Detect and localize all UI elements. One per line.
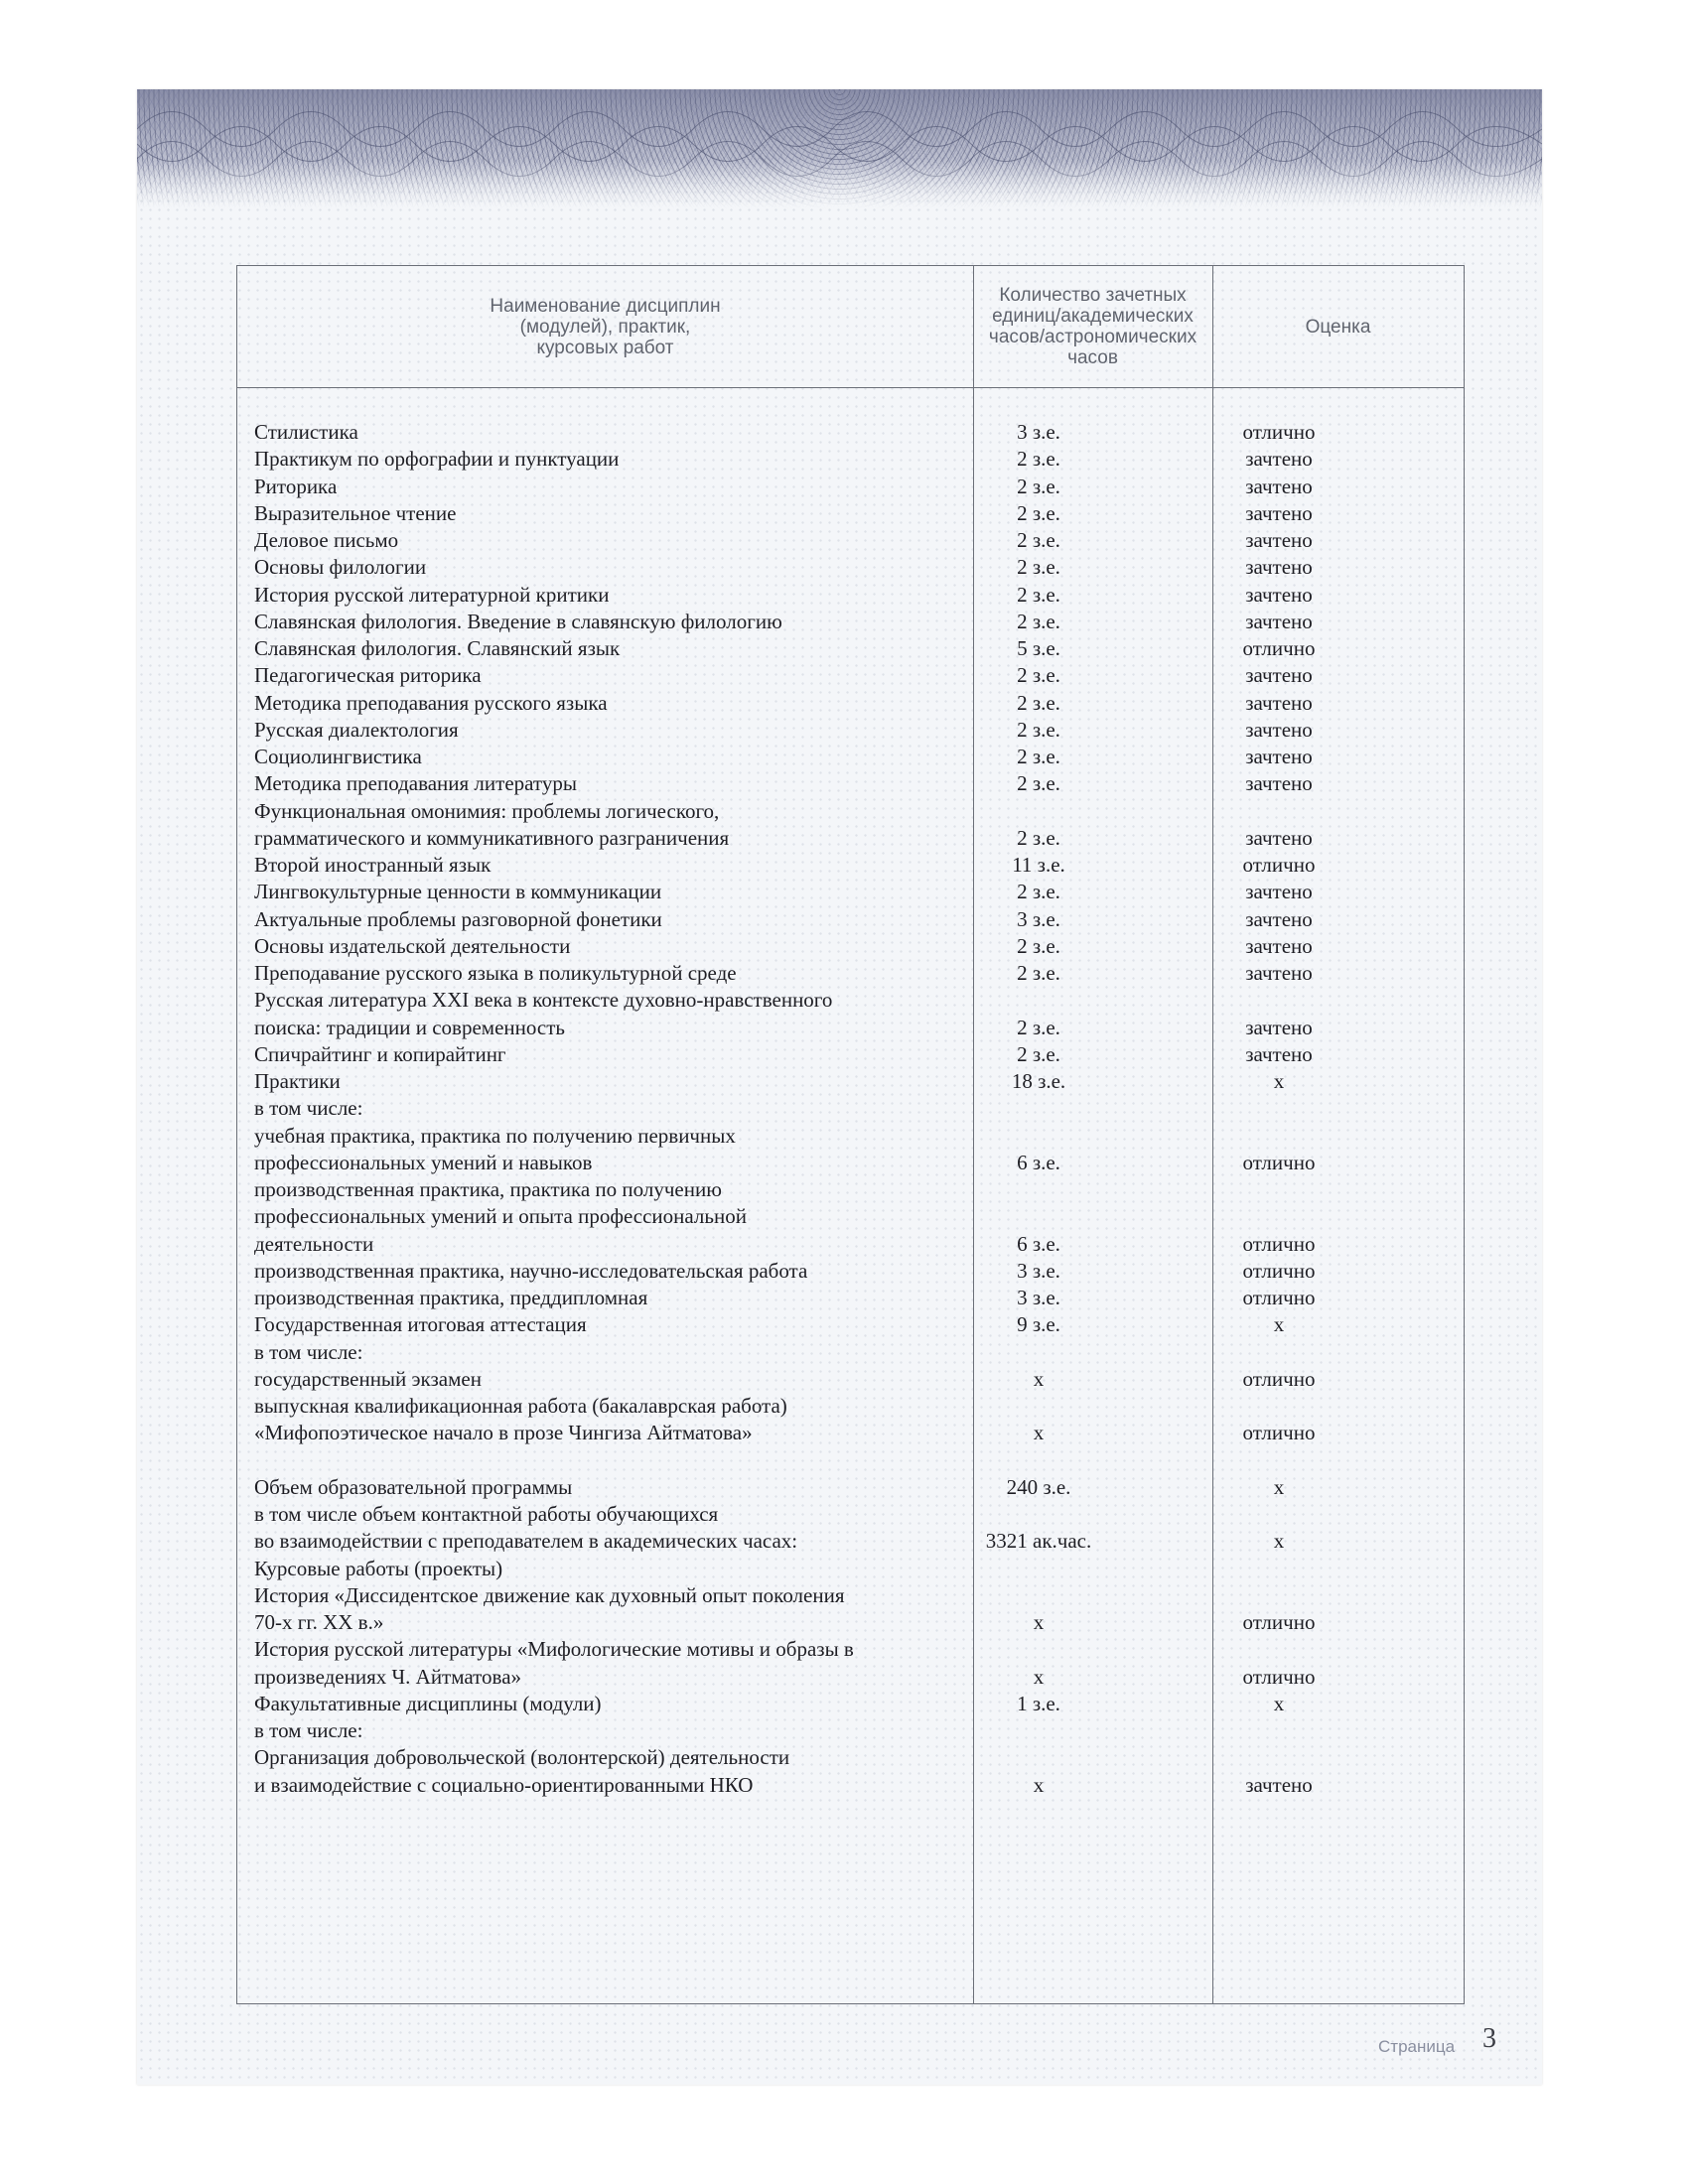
table-row xyxy=(137,1475,1542,1501)
table-row xyxy=(137,1773,1542,1799)
credit-units: 2 з.е. xyxy=(1017,663,1060,688)
table-row xyxy=(137,1610,1542,1636)
header-grade: Оценка xyxy=(1305,316,1371,338)
discipline-name: профессиональных умений и опыта профессиональной xyxy=(254,1204,747,1229)
table-row xyxy=(137,1692,1542,1717)
discipline-name: Практики xyxy=(254,1069,341,1093)
credit-units: 3 з.е. xyxy=(1017,906,1060,931)
credit-units: 2 з.е. xyxy=(1017,690,1060,715)
discipline-name: произведениях Ч. Айтматова» xyxy=(254,1664,522,1689)
discipline-name: производственная практика, научно-исследовательская работа xyxy=(254,1258,808,1283)
credit-units: 2 з.е. xyxy=(1017,528,1060,552)
table-row xyxy=(137,528,1542,554)
table-row xyxy=(137,718,1542,744)
discipline-name: и взаимодействие с социально-ориентированными НКО xyxy=(254,1772,754,1797)
table-row xyxy=(137,1259,1542,1285)
table-row xyxy=(137,799,1542,825)
discipline-name: в том числе объем контактной работы обучающихся xyxy=(254,1502,719,1526)
table-row xyxy=(137,988,1542,1014)
credit-units: 3321 ак.час. xyxy=(985,1529,1092,1554)
table-row xyxy=(137,1745,1542,1771)
table-row xyxy=(137,771,1542,797)
discipline-name: государственный экзамен xyxy=(254,1366,482,1391)
grade-value: зачтено xyxy=(1245,1015,1313,1039)
discipline-name: «Мифопоэтическое начало в прозе Чингиза Айтматова» xyxy=(254,1421,753,1445)
discipline-name: производственная практика, практика по получению xyxy=(254,1177,722,1201)
discipline-name: Основы издательской деятельности xyxy=(254,933,571,958)
table-row xyxy=(137,420,1542,446)
table-row xyxy=(137,1502,1542,1528)
grade-value: отлично xyxy=(1242,1366,1316,1391)
discipline-name: Лингвокультурные ценности в коммуникации xyxy=(254,880,662,904)
discipline-name: профессиональных умений и навыков xyxy=(254,1150,593,1174)
table-row xyxy=(137,1177,1542,1203)
table-row xyxy=(137,1637,1542,1663)
credit-units: 2 з.е. xyxy=(1017,582,1060,607)
grade-value: отлично xyxy=(1242,1664,1316,1689)
credit-units: 2 з.е. xyxy=(1017,717,1060,742)
discipline-name: Деловое письмо xyxy=(254,528,399,552)
table-row xyxy=(137,583,1542,609)
table-row xyxy=(137,1286,1542,1311)
credit-units: 2 з.е. xyxy=(1017,1015,1060,1039)
credit-units: x xyxy=(1033,1772,1045,1797)
discipline-name: Педагогическая риторика xyxy=(254,663,482,688)
table-row xyxy=(137,1665,1542,1691)
table-row xyxy=(137,907,1542,933)
table-row xyxy=(137,745,1542,770)
credit-units: 2 з.е. xyxy=(1017,609,1060,633)
discipline-name: Второй иностранный язык xyxy=(254,853,492,877)
credit-units: 2 з.е. xyxy=(1017,880,1060,904)
discipline-name: Государственная итоговая аттестация xyxy=(254,1312,587,1337)
credit-units: 2 з.е. xyxy=(1017,555,1060,580)
grade-value: зачтено xyxy=(1245,474,1313,498)
table-row xyxy=(137,1232,1542,1258)
grade-value: зачтено xyxy=(1245,609,1313,633)
table-row xyxy=(137,447,1542,473)
grade-value: отлично xyxy=(1242,420,1316,444)
grade-value: x xyxy=(1273,1069,1285,1093)
grade-value: зачтено xyxy=(1245,500,1313,525)
discipline-name: Русская литература XXI века в контексте духовно-нравственного xyxy=(254,988,833,1013)
table-row xyxy=(137,1312,1542,1338)
table-row xyxy=(137,610,1542,635)
discipline-name: производственная практика, преддипломная xyxy=(254,1286,648,1309)
discipline-name: Актуальные проблемы разговорной фонетики xyxy=(254,906,662,931)
table-row xyxy=(137,1557,1542,1582)
credit-units: 5 з.е. xyxy=(1017,636,1060,660)
discipline-name: Факультативные дисциплины (модули) xyxy=(254,1691,602,1715)
grade-value: отлично xyxy=(1242,1286,1316,1309)
discipline-name: Славянская филология. Введение в славянскую филологию xyxy=(254,609,782,633)
table-row xyxy=(137,1421,1542,1446)
discipline-name: Методика преподавания русского языка xyxy=(254,690,608,715)
table-row xyxy=(137,1096,1542,1122)
credit-units: 1 з.е. xyxy=(1017,1691,1060,1715)
credit-units: 6 з.е. xyxy=(1017,1150,1060,1174)
grade-value: зачтено xyxy=(1245,961,1313,985)
table-row xyxy=(137,555,1542,581)
guilloche-border xyxy=(137,89,1542,208)
discipline-name: во взаимодействии с преподавателем в академических часах: xyxy=(254,1529,798,1554)
discipline-name: в том числе: xyxy=(254,1096,363,1121)
grade-value: зачтено xyxy=(1245,663,1313,688)
table-row xyxy=(137,1583,1542,1609)
discipline-name: История «Диссидентское движение как духовный опыт поколения xyxy=(254,1582,845,1607)
credit-units: 2 з.е. xyxy=(1017,1041,1060,1066)
table-row xyxy=(137,1042,1542,1068)
discipline-name: 70-х гг. XX в.» xyxy=(254,1610,384,1634)
credit-units: 3 з.е. xyxy=(1017,1258,1060,1283)
discipline-name: Преподавание русского языка в поликультурной среде xyxy=(254,961,737,985)
grade-value: зачтено xyxy=(1245,690,1313,715)
credit-units: 2 з.е. xyxy=(1017,771,1060,796)
table-row xyxy=(137,826,1542,852)
grade-value: отлично xyxy=(1242,853,1316,877)
grade-value: отлично xyxy=(1242,1421,1316,1445)
discipline-name: История русской литературной критики xyxy=(254,582,610,607)
credit-units: 2 з.е. xyxy=(1017,745,1060,768)
table-row xyxy=(137,961,1542,987)
discipline-name: Риторика xyxy=(254,474,338,498)
discipline-name: Выразительное чтение xyxy=(254,500,457,525)
grade-value: зачтено xyxy=(1245,825,1313,850)
grade-value: зачтено xyxy=(1245,745,1313,768)
grade-value: зачтено xyxy=(1245,582,1313,607)
discipline-name: Функциональная омонимия: проблемы логического, xyxy=(254,798,720,823)
grade-value: зачтено xyxy=(1245,933,1313,958)
grade-value: отлично xyxy=(1242,1231,1316,1256)
credit-units: x xyxy=(1033,1664,1045,1689)
grade-value: x xyxy=(1273,1312,1285,1337)
table-row xyxy=(137,1394,1542,1420)
discipline-name: грамматического и коммуникативного разграничения xyxy=(254,825,730,850)
grade-value: отлично xyxy=(1242,636,1316,660)
credit-units: 2 з.е. xyxy=(1017,500,1060,525)
discipline-name: История русской литературы «Мифологические мотивы и образы в xyxy=(254,1637,854,1662)
credit-units: 240 з.е. xyxy=(1006,1474,1071,1499)
table-row xyxy=(137,1529,1542,1555)
credit-units: 11 з.е. xyxy=(1012,853,1065,877)
page-label: Страница xyxy=(1378,2037,1456,2056)
credit-units: 2 з.е. xyxy=(1017,447,1060,472)
header-credit-units: Количество зачетных единиц/академических часов/астрономических часов xyxy=(988,285,1197,368)
grade-value: зачтено xyxy=(1245,1041,1313,1066)
grade-value: зачтено xyxy=(1245,771,1313,796)
discipline-name: Славянская филология. Славянский язык xyxy=(254,636,621,660)
discipline-name: деятельности xyxy=(254,1231,374,1256)
credit-units: x xyxy=(1033,1366,1045,1391)
table-row xyxy=(137,501,1542,527)
table-row xyxy=(137,1448,1542,1474)
grade-value: x xyxy=(1273,1474,1285,1499)
discipline-name: выпускная квалификационная работа (бакалаврская работа) xyxy=(254,1394,787,1418)
table-row xyxy=(137,475,1542,500)
discipline-name: Методика преподавания литературы xyxy=(254,771,577,796)
credit-units: 2 з.е. xyxy=(1017,474,1060,498)
table-row xyxy=(137,934,1542,960)
table-row xyxy=(137,1124,1542,1150)
table-row xyxy=(137,1204,1542,1230)
credit-units: 2 з.е. xyxy=(1017,825,1060,850)
discipline-name: поиска: традиции и современность xyxy=(254,1015,565,1039)
table-row xyxy=(137,880,1542,905)
discipline-name: учебная практика, практика по получению первичных xyxy=(254,1123,736,1148)
credit-units: 3 з.е. xyxy=(1017,420,1060,444)
grade-value: зачтено xyxy=(1245,528,1313,552)
grade-value: зачтено xyxy=(1245,1772,1313,1797)
discipline-name: Стилистика xyxy=(254,420,358,444)
credit-units: 2 з.е. xyxy=(1017,933,1060,958)
table-row xyxy=(137,1151,1542,1176)
page-number: 3 xyxy=(1482,2023,1496,2054)
discipline-name: Практикум по орфографии и пунктуации xyxy=(254,447,620,472)
discipline-name: Основы филологии xyxy=(254,555,427,580)
credit-units: x xyxy=(1033,1421,1045,1445)
credit-units: 3 з.е. xyxy=(1017,1286,1060,1309)
credit-units: 18 з.е. xyxy=(1011,1069,1066,1093)
diploma-page xyxy=(137,89,1542,2085)
grade-value: x xyxy=(1273,1691,1285,1715)
grade-value: отлично xyxy=(1242,1610,1316,1634)
table-row xyxy=(137,1367,1542,1393)
table-row xyxy=(137,691,1542,717)
grade-value: зачтено xyxy=(1245,880,1313,904)
table-row xyxy=(137,636,1542,662)
credit-units: 6 з.е. xyxy=(1017,1231,1060,1256)
grade-value: отлично xyxy=(1242,1258,1316,1283)
discipline-name: в том числе: xyxy=(254,1718,363,1742)
credit-units: 9 з.е. xyxy=(1017,1312,1060,1337)
credit-units: 2 з.е. xyxy=(1017,961,1060,985)
grade-value: отлично xyxy=(1242,1150,1316,1174)
discipline-name: Русская диалектология xyxy=(254,717,459,742)
discipline-name: Объем образовательной программы xyxy=(254,1474,573,1499)
table-row xyxy=(137,1718,1542,1744)
table-row xyxy=(137,1016,1542,1041)
discipline-name: в том числе: xyxy=(254,1339,363,1364)
grade-value: x xyxy=(1273,1529,1285,1554)
table-row xyxy=(137,1069,1542,1095)
table-row xyxy=(137,663,1542,689)
discipline-name: Спичрайтинг и копирайтинг xyxy=(254,1041,506,1066)
grade-value: зачтено xyxy=(1245,447,1313,472)
credit-units: x xyxy=(1033,1610,1045,1634)
table-row xyxy=(137,853,1542,879)
table-row xyxy=(137,1340,1542,1366)
grade-value: зачтено xyxy=(1245,555,1313,580)
grade-value: зачтено xyxy=(1245,717,1313,742)
discipline-name: Социолингвистика xyxy=(254,745,422,768)
header-discipline: Наименование дисциплин (модулей), практик, курсовых работ xyxy=(490,295,721,358)
header-divider xyxy=(237,387,1464,388)
discipline-name: Курсовые работы (проекты) xyxy=(254,1556,503,1580)
discipline-name: Организация добровольческой (волонтерской) деятельности xyxy=(254,1745,790,1770)
grade-value: зачтено xyxy=(1245,906,1313,931)
